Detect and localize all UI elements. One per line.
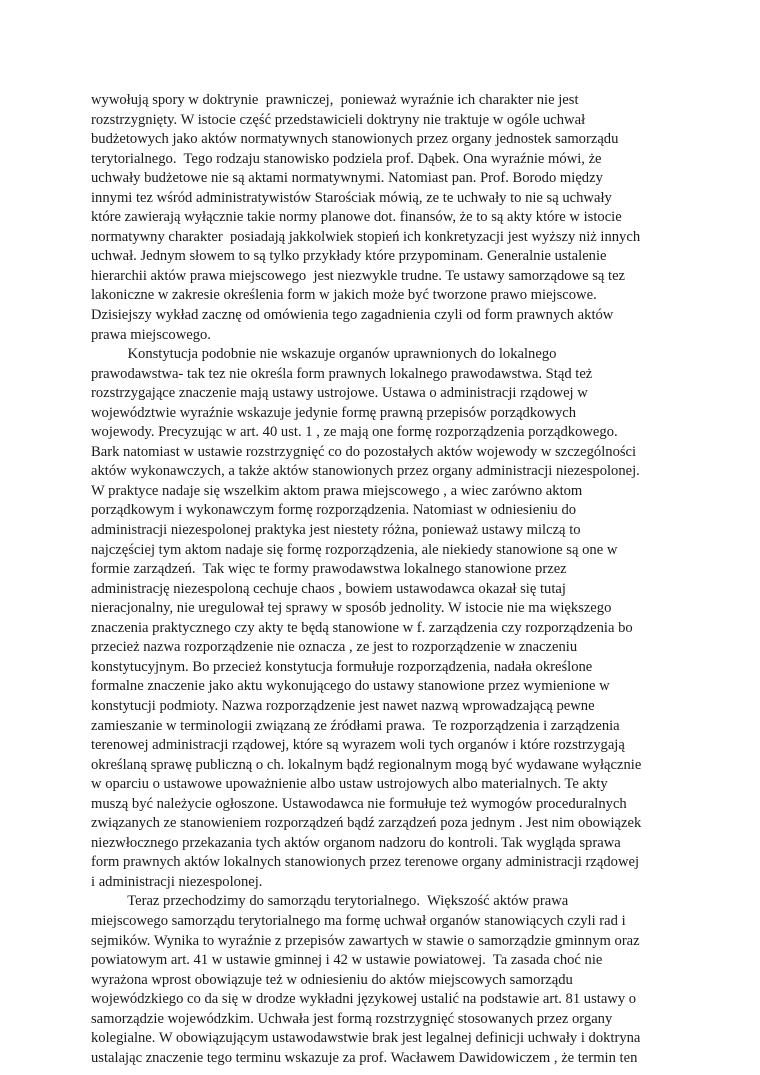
text-line: powiatowym art. 41 w ustawie gminnej i 42 w ustawie powiatowej. Ta zasada choć nie: [91, 952, 603, 969]
text-line: form prawnych aktów lokalnych stanowionych przez terenowe organy administracji rządowej: [91, 854, 640, 871]
text-line: określaną sprawę publiczną o ch. lokalnym bądź regionalnym mogą być wydawane wyłącznie: [91, 756, 642, 773]
body-text: [91, 91, 681, 1068]
text-line: konstytucji podmioty. Nazwa rozporządzenie jest nawet nazwą wprowadzającą pewne: [91, 697, 595, 714]
text-line: administracji niezespolonej praktyka jest niestety różna, ponieważ ustawy milczą to: [91, 522, 581, 539]
text-line: muszą być należycie ogłoszone. Ustawodawca nie formułuje też wymogów proceduralnych: [91, 795, 627, 812]
text-line: porządkowym i wykonawczym formę rozporządzenia. Natomiast w odniesieniu do: [91, 502, 577, 519]
text-line: związanych ze stanowieniem rozporządzeń bądź zarządzeń poza jednym . Jest nim obowiązek: [91, 815, 642, 832]
text-line: wyrażona wprost obowiązuje też w odniesieniu do aktów miejscowych samorządu: [91, 971, 573, 988]
text-line: terytorialnego. Tego rodzaju stanowisko podziela prof. Dąbek. Ona wyraźnie mówi, że: [91, 150, 602, 167]
text-line: ustalając znaczenie tego terminu wskazuje za prof. Wacławem Dawidowiczem , że termin ten: [91, 1049, 638, 1066]
text-line: uchwał. Jednym słowem to są tylko przykłady które przypominam. Generalnie ustalenie: [91, 248, 607, 265]
text-line: nieracjonalny, nie uregulował tej sprawy w sposób jednolity. W istocie nie ma większego: [91, 600, 612, 617]
text-line: formie zarządzeń. Tak więc te formy prawodawstwa lokalnego stanowione przez: [91, 561, 567, 578]
text-line: formalne znaczenie jako aktu wykonującego do ustawy stanowione przez wymienione w: [91, 678, 610, 695]
text-line: zamieszanie w terminologii związaną ze źródłami prawa. Te rozporządzenia i zarządzenia: [91, 717, 620, 734]
text-line: w oparciu o ustawowe upoważnienie albo ustaw ustrojowych albo materialnych. Te akty: [91, 776, 608, 793]
text-line: które zawierają wyłącznie takie normy planowe dot. finansów, że to są akty które w istocie: [91, 209, 622, 226]
text-line: sejmików. Wynika to wyraźnie z przepisów zawartych w stawie o samorządzie gminnym oraz: [91, 932, 640, 949]
text-line: prawodawstwa- tak tez nie określa form prawnych lokalnego prawodawstwa. Stąd też: [91, 365, 593, 382]
text-line: województwie wyraźnie wskazuje jedynie formę prawną przepisów porządkowych: [91, 404, 577, 421]
text-line: administrację niezespoloną cechuje chaos , bowiem ustawodawca okazał się tutaj: [91, 580, 566, 597]
text-line: rozstrzygające znaczenie mają ustawy ustrojowe. Ustawa o administracji rządowej w: [91, 385, 588, 402]
text-line: prawa miejscowego.: [91, 326, 211, 343]
text-line: Teraz przechodzimy do samorządu terytorialnego. Większość aktów prawa: [91, 893, 569, 910]
text-line: wojewódzkiego co da się w drodze wykładni językowej ustalić na podstawie art. 81 ustawy o: [91, 991, 637, 1008]
text-line: uchwały budżetowe nie są aktami normatywnymi. Natomiast pan. Prof. Borodo między: [91, 170, 603, 187]
text-line: znaczenia praktycznego czy akty te będą stanowione w f. zarządzenia czy rozporządzenia bo: [91, 619, 633, 636]
text-line: rozstrzygnięty. W istocie część przedstawicieli doktryny nie traktuje w ogóle uchwał: [91, 111, 586, 128]
text-line: wojewody. Precyzując w art. 40 ust. 1 , ze mają one formę rozporządzenia porządkowego.: [91, 424, 618, 441]
text-line: normatywny charakter posiadają jakkolwiek stopień ich konkretyzacji jest wyższy niż innych: [91, 228, 641, 245]
text-line: miejscowego samorządu terytorialnego ma formę uchwał organów stanowiących czyli rad i: [91, 912, 626, 929]
text-line: najczęściej tym aktom nadaje się formę rozporządzenia, ale niekiedy stanowione są one w: [91, 541, 618, 558]
text-line: Dzisiejszy wykład zacznę od omówienia tego zagadnienia czyli od form prawnych aktów: [91, 307, 614, 324]
text-line: terenowej administracji rządowej, które są wyrazem woli tych organów i które rozstrzygają: [91, 737, 625, 754]
text-line: Konstytucja podobnie nie wskazuje organów uprawnionych do lokalnego: [91, 346, 557, 363]
text-line: W praktyce nadaje się wszelkim aktom prawa miejscowego , a wiec zarówno aktom: [91, 482, 583, 499]
text-line: lakoniczne w zakresie określenia form w jakich może być tworzone prawo miejscowe.: [91, 287, 597, 304]
text-line: aktów wykonawczych, a także aktów stanowionych przez organy administracji niezespolonej.: [91, 463, 640, 480]
text-line: hierarchii aktów prawa miejscowego jest niezwykle trudne. Te ustawy samorządowe są tez: [91, 267, 626, 284]
text-line: konstytucyjnym. Bo przecież konstytucja formułuje rozporządzenia, nadała określone: [91, 658, 593, 675]
text-line: budżetowych jako aktów normatywnych stanowionych przez organy jednostek samorządu: [91, 131, 619, 148]
text-line: Bark natomiast w ustawie rozstrzygnięć co do pozostałych aktów wojewody w szczególności: [91, 443, 637, 460]
text-line: przecież nazwa rozporządzenie nie oznacza , ze jest to rozporządzenie w znaczeniu: [91, 639, 578, 656]
text-line: wywołują spory w doktrynie prawniczej, ponieważ wyraźnie ich charakter nie jest: [91, 92, 579, 108]
text-line: innymi tez wśród administratywistów Starościak mówią, ze te uchwały to nie są uchwały: [91, 189, 612, 206]
text-line: kolegialne. W obowiązującym ustawodawstwie brak jest legalnej definicji uchwały i doktryna: [91, 1030, 641, 1047]
text-line: i administracji niezespolonej.: [91, 873, 263, 890]
text-line: niezwłocznego przekazania tych aktów organom nadzoru do kontroli. Tak wygląda sprawa: [91, 834, 621, 851]
text-line: samorządzie wojewódzkim. Uchwała jest formą rozstrzygnięć stosowanych przez organy: [91, 1010, 613, 1027]
